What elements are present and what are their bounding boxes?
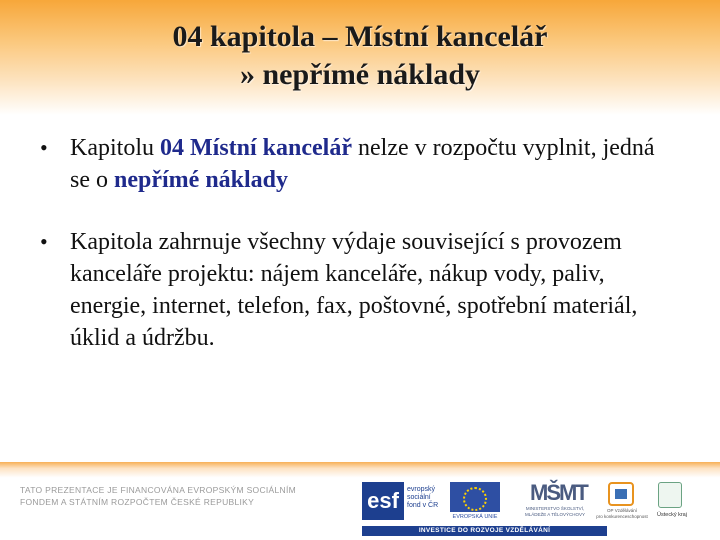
op-line2: pro konkurenceschopnost — [596, 514, 648, 519]
slide-title-line1: 04 kapitola – Místní kancelář — [172, 20, 548, 53]
bullet-item-2 — [40, 226, 680, 354]
esf-text — [407, 486, 438, 510]
msmt-line2: MLÁDEŽE A TĚLOVÝCHOVY — [525, 512, 585, 517]
footer-funding-note — [20, 484, 300, 508]
op-vk-text — [594, 508, 650, 520]
msmt-line1: MINISTERSTVO ŠKOLSTVÍ, — [525, 506, 585, 511]
bullet-1-highlight-chapter: 04 Místní kancelář — [160, 135, 352, 161]
slide-title — [0, 18, 720, 94]
esf-line2: sociální — [407, 494, 431, 501]
bullet-item-1 — [40, 132, 680, 196]
eu-stars-icon — [463, 487, 487, 511]
footer-line1: TATO PREZENTACE JE FINANCOVÁNA EVROPSKÝM SOCIÁLNÍM — [20, 485, 297, 495]
eu-logo — [450, 480, 502, 522]
bullet-marker: • — [40, 229, 48, 254]
kraj-icon — [658, 482, 682, 508]
bullet-list — [40, 132, 680, 384]
bullet-1-highlight-indirect: nepřímé náklady — [114, 167, 289, 193]
slide-title-line2: » nepřímé náklady — [239, 58, 481, 91]
footer-line2: FONDEM A STÁTNÍM ROZPOČTEM ČESKÉ REPUBLIKY — [20, 497, 255, 507]
msmt-text — [520, 506, 590, 518]
esf-icon: esf — [362, 482, 404, 520]
esf-line3: fond v ČR — [407, 502, 439, 509]
op-vk-logo — [594, 480, 650, 522]
bullet-1-text-b: nelze v rozpočtu vyplnit, jedná se o — [70, 135, 655, 193]
bullet-marker: • — [40, 135, 48, 160]
msmt-icon: MŠMT — [530, 480, 587, 505]
invest-banner: INVESTICE DO ROZVOJE VZDĚLÁVÁNÍ — [362, 526, 607, 536]
bullet-2-text: Kapitola zahrnuje všechny výdaje související s provozem kanceláře projektu: nájem kanceláře, nákup vody, paliv, energie, internet, telefon, fax, poštovné, spotřební materiál, úklid a údržbu. — [70, 229, 638, 351]
op-line1: OP Vzdělávání — [607, 508, 637, 513]
esf-logo — [362, 480, 442, 522]
logo-strip — [362, 480, 692, 534]
footer — [0, 462, 720, 540]
esf-line1: evropský — [407, 486, 436, 493]
ustecky-kraj-logo — [652, 480, 692, 522]
kraj-label: Ústecký kraj — [657, 512, 687, 518]
eu-label: EVROPSKÁ UNIE — [452, 514, 498, 520]
msmt-logo — [520, 480, 590, 522]
eu-flag-icon — [450, 482, 500, 512]
op-vk-icon — [608, 482, 634, 506]
bullet-1-text-a: Kapitolu — [70, 135, 160, 161]
